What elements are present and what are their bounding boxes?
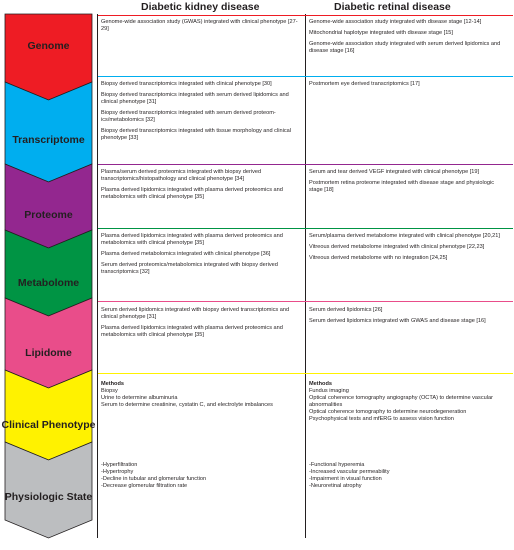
retinal-entry: -Increased vascular permeability xyxy=(309,469,390,475)
retinal-entry: Genome-wide association study integrated with disease stage [12-14] xyxy=(309,19,482,25)
retinal-entry: Serum derived lipidomics integrated with GWAS and disease stage [16] xyxy=(309,318,486,324)
stage-label-metabolome: Metabolome xyxy=(17,277,80,289)
separator-lipidome xyxy=(98,301,513,302)
kidney-entry: Urine to determine albuminuria xyxy=(101,395,178,401)
retinal-cell-transcriptome xyxy=(309,81,509,92)
kidney-entry: Biopsy derived transcriptomics integrated with serum derived lipidomics and clinical phenotype [31] xyxy=(101,92,289,105)
retinal-entry: Fundus imaging xyxy=(309,388,349,394)
kidney-entry: Biopsy xyxy=(101,388,118,394)
stage-label-lipidome: Lipidome xyxy=(25,347,72,359)
retinal-entry: -Neuroretinal atrophy xyxy=(309,483,362,489)
retinal-methods-heading: Methods xyxy=(309,381,332,387)
kidney-entry: -Decrease glomerular filtration rate xyxy=(101,483,188,489)
kidney-cell-proteome xyxy=(101,169,301,205)
retinal-entry: Optical coherence tomography to determine neurodegeneration xyxy=(309,409,467,415)
retinal-entry: Psychophysical tests and mfERG to assess vision function xyxy=(309,416,454,422)
kidney-methods-heading: Methods xyxy=(101,381,124,387)
kidney-entry: Biopsy derived transcriptomics integrated with clinical phenotype [30] xyxy=(101,81,272,87)
kidney-cell-metabolome xyxy=(101,233,301,280)
retinal-cell-physiologic xyxy=(309,462,509,490)
kidney-cell-transcriptome xyxy=(101,81,301,146)
kidney-column-header: Diabetic kidney disease xyxy=(141,1,260,13)
separator-metabolome xyxy=(98,228,513,229)
kidney-entry: Plasma derived lipidomics integrated with plasma derived proteomics and metabolomics with clinical phenotype [35] xyxy=(101,325,283,338)
retinal-entry: Serum derived lipidomics [26] xyxy=(309,307,383,313)
retinal-cell-proteome xyxy=(309,169,509,198)
retinal-cell-clinical xyxy=(309,381,509,423)
retinal-cell-metabolome xyxy=(309,233,509,266)
retinal-entry: Serum/plasma derived metabolome integrated with clinical phenotype [20,21] xyxy=(309,233,500,239)
retinal-entry: Vitreous derived metabolome with no integration [24,25] xyxy=(309,255,448,261)
kidney-entry: Genome-wide association study (GWAS) integrated with clinical phenotype [27-29] xyxy=(101,19,298,32)
kidney-cell-clinical xyxy=(101,381,301,409)
kidney-entry: Plasma/serum derived proteomics integrated with biopsy derived transcriptomics/histopathology and clinical phenotype [34] xyxy=(101,169,262,182)
retinal-cell-lipidome xyxy=(309,307,509,329)
retinal-column-header: Diabetic retinal disease xyxy=(334,1,451,13)
kidney-entry: -Decline in tubular and glomerular function xyxy=(101,476,207,482)
separator-transcriptome xyxy=(98,76,513,77)
separator-genome xyxy=(98,15,513,16)
retinal-entry: Mitochondrial haplotype integrated with disease stage [15] xyxy=(309,30,453,36)
retinal-cell-genome xyxy=(309,19,509,59)
stage-label-genome: Genome xyxy=(27,40,70,52)
kidney-cell-physiologic xyxy=(101,462,301,490)
omics-stage-arrows xyxy=(0,0,97,550)
stage-label-transcriptome: Transcriptome xyxy=(12,134,85,146)
retinal-entry: Vitreous derived metabolome integrated with clinical phenotype [22,23] xyxy=(309,244,485,250)
kidney-cell-lipidome xyxy=(101,307,301,343)
column-divider-left xyxy=(97,14,98,538)
stage-label-proteome: Proteome xyxy=(24,209,73,221)
kidney-entry: -Hyperfiltration xyxy=(101,462,138,468)
retinal-entry: Genome-wide association study integrated with serum derived lipidomics and disease stage [16] xyxy=(309,41,501,54)
retinal-entry: Postmortem retina proteome integrated with disease stage and physiologic stage [18] xyxy=(309,180,495,193)
kidney-entry: Plasma derived lipidomics integrated with plasma derived proteomics and metabolomics with clinical phenotype [35] xyxy=(101,187,283,200)
retinal-entry: -Impairment in visual function xyxy=(309,476,382,482)
kidney-entry: Plasma derived metabolomics integrated with clinical phenotype [36] xyxy=(101,251,271,257)
retinal-entry: Optical coherence tomography angiography (OCTA) to determine vascular abnormalities xyxy=(309,395,493,408)
kidney-entry: Biopsy derived transcriptomics integrated with tissue morphology and clinical phenotype [33] xyxy=(101,128,291,141)
stage-label-physiologic: Physiologic State xyxy=(4,491,93,503)
kidney-entry: Serum derived lipidomics integrated with biopsy derived transcriptomics and clinical phenotype [31] xyxy=(101,307,290,320)
kidney-cell-genome xyxy=(101,19,299,37)
kidney-entry: Serum derived proteomics/metabolomics integrated with biopsy derived transcriptomics [32] xyxy=(101,262,278,275)
retinal-entry: Postmortem eye derived transcriptomics [17] xyxy=(309,81,420,87)
separator-proteome xyxy=(98,164,513,165)
separator-clinical xyxy=(98,373,513,374)
stage-label-clinical: Clinical Phenotype xyxy=(1,419,96,431)
column-divider-middle xyxy=(305,14,306,538)
kidney-entry: -Hypertrophy xyxy=(101,469,134,475)
retinal-entry: Serum and tear derived VEGF integrated with clinical phenotype [19] xyxy=(309,169,480,175)
kidney-entry: Plasma derived lipidomics integrated with plasma derived proteomics and metabolomics with clinical phenotype [35] xyxy=(101,233,283,246)
retinal-entry: -Functional hyperemia xyxy=(309,462,365,468)
kidney-entry: Biopsy derived transcriptomics integrated with serum derived proteom-ics/metabolomics [32] xyxy=(101,110,276,123)
kidney-entry: Serum to determine creatinine, cystatin C, and electrolyte imbalances xyxy=(101,402,273,408)
